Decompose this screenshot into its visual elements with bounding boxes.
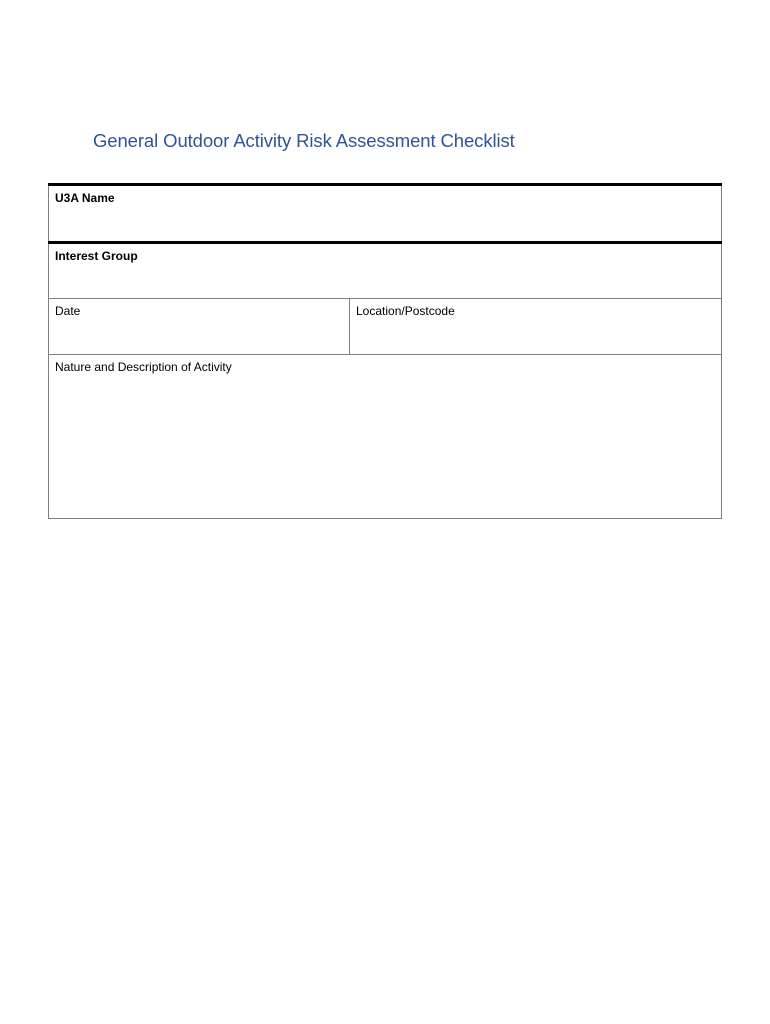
interest-group-field[interactable] (49, 243, 722, 299)
date-field[interactable] (49, 299, 350, 355)
nature-label: Nature and Description of Activity (55, 360, 232, 374)
nature-description-field[interactable] (49, 355, 722, 519)
u3a-name-field[interactable] (49, 185, 722, 243)
date-location-row (49, 299, 722, 355)
page-title: General Outdoor Activity Risk Assessment Checklist (93, 130, 515, 151)
u3a-name-row (49, 185, 722, 243)
nature-row (49, 355, 722, 519)
interest-group-label: Interest Group (55, 249, 138, 263)
interest-group-row (49, 243, 722, 299)
risk-assessment-form (48, 183, 722, 519)
location-field[interactable] (350, 299, 722, 355)
u3a-name-label: U3A Name (55, 191, 115, 205)
location-label: Location/Postcode (356, 304, 455, 318)
date-label: Date (55, 304, 81, 318)
